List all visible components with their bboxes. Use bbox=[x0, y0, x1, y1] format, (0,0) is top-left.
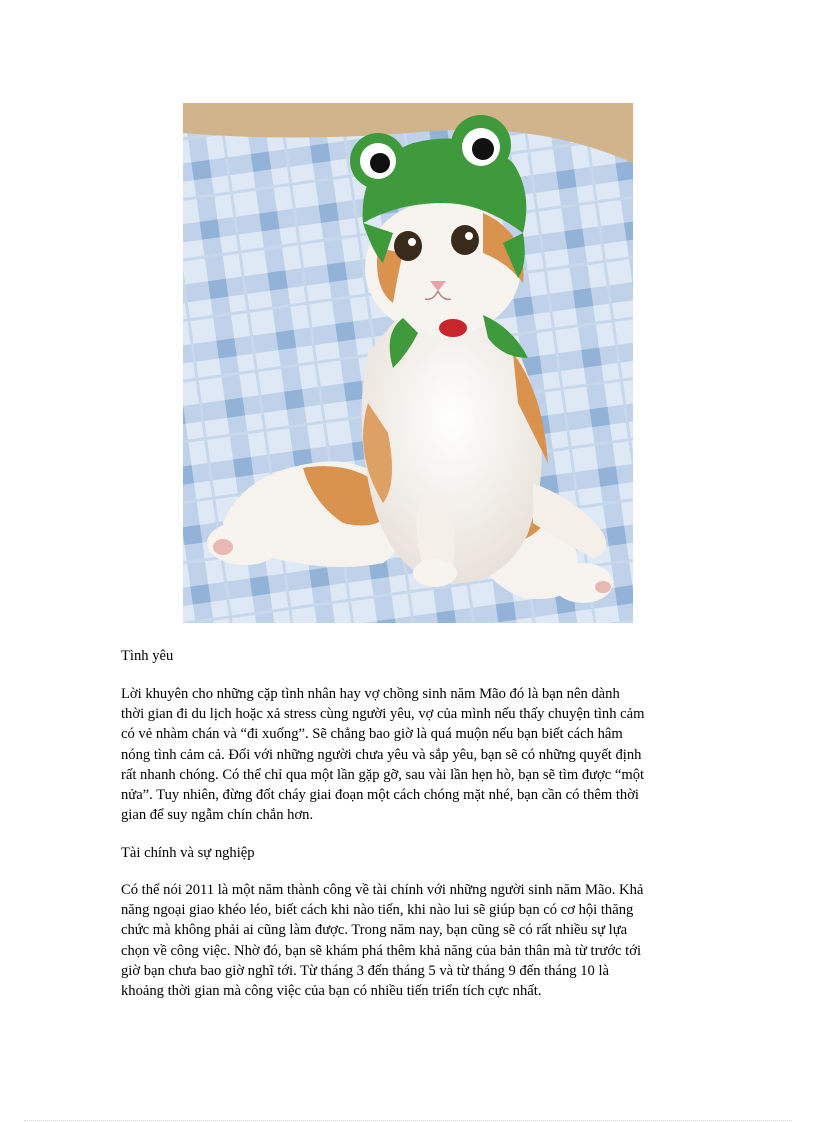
paragraph-line: Có thể nói 2011 là một năm thành công về tài chính với những người sinh năm Mão. Khả bbox=[121, 882, 644, 898]
paragraph-line: có vẻ nhàm chán và “đi xuống”. Sẽ chẳng bao giờ là quá muộn nếu bạn biết cách hâm bbox=[121, 726, 623, 743]
paragraph-line: Lời khuyên cho những cặp tình nhân hay vợ chồng sinh năm Mão đó là bạn nên dành bbox=[121, 686, 620, 702]
cat-in-frog-hat-icon bbox=[183, 103, 633, 623]
page-bottom-divider bbox=[24, 1120, 792, 1121]
paragraph-line: khoảng thời gian mà công việc của bạn có nhiều tiến triển tích cực nhất. bbox=[121, 983, 542, 1000]
heading-text: Tình yêu bbox=[121, 648, 174, 664]
paragraph-line: rất nhanh chóng. Có thể chỉ qua một lần gặp gỡ, sau vài lần hẹn hò, bạn sẽ tìm được “một bbox=[121, 766, 645, 783]
paragraph-line: chức mà không phải ai cũng làm được. Trong năm nay, bạn cũng sẽ có rất nhiều sự lựa bbox=[121, 922, 628, 939]
paragraph-line: nóng tình cảm cả. Đối với những người chưa yêu và sắp yêu, bạn sẽ có những quyết định bbox=[121, 746, 642, 763]
cat-frog-hat-photo bbox=[183, 103, 633, 623]
paragraph-line: nửa”. Tuy nhiên, đừng đốt cháy giai đoạn một cách chóng mặt nhé, bạn cần có thêm thời bbox=[121, 787, 639, 804]
paragraph-line: chọn về công việc. Nhờ đó, bạn sẽ khám phá thêm khả năng của bản thân mà từ trước tới bbox=[121, 942, 642, 959]
heading-text: Tài chính và sự nghiệp bbox=[121, 845, 255, 861]
section-paragraph-finance bbox=[121, 880, 701, 1001]
section-paragraph-love bbox=[121, 684, 701, 825]
paragraph-line: năng ngoại giao khéo léo, biết cách khi nào tiến, khi nào lui sẽ giúp bạn có cơ hội thăng bbox=[121, 902, 634, 919]
paragraph-line: thời gian đi du lịch hoặc xả stress cùng người yêu, vợ của mình nếu thấy chuyện tình cảm bbox=[121, 706, 645, 723]
paragraph-line: giờ bạn chưa bao giờ nghĩ tới. Từ tháng 3 đến tháng 5 và từ tháng 9 đến tháng 10 là bbox=[121, 962, 609, 979]
paragraph-line: gian để suy ngẫm chín chắn hơn. bbox=[121, 807, 314, 824]
section-heading-finance bbox=[121, 843, 701, 863]
section-heading-love bbox=[121, 646, 701, 666]
